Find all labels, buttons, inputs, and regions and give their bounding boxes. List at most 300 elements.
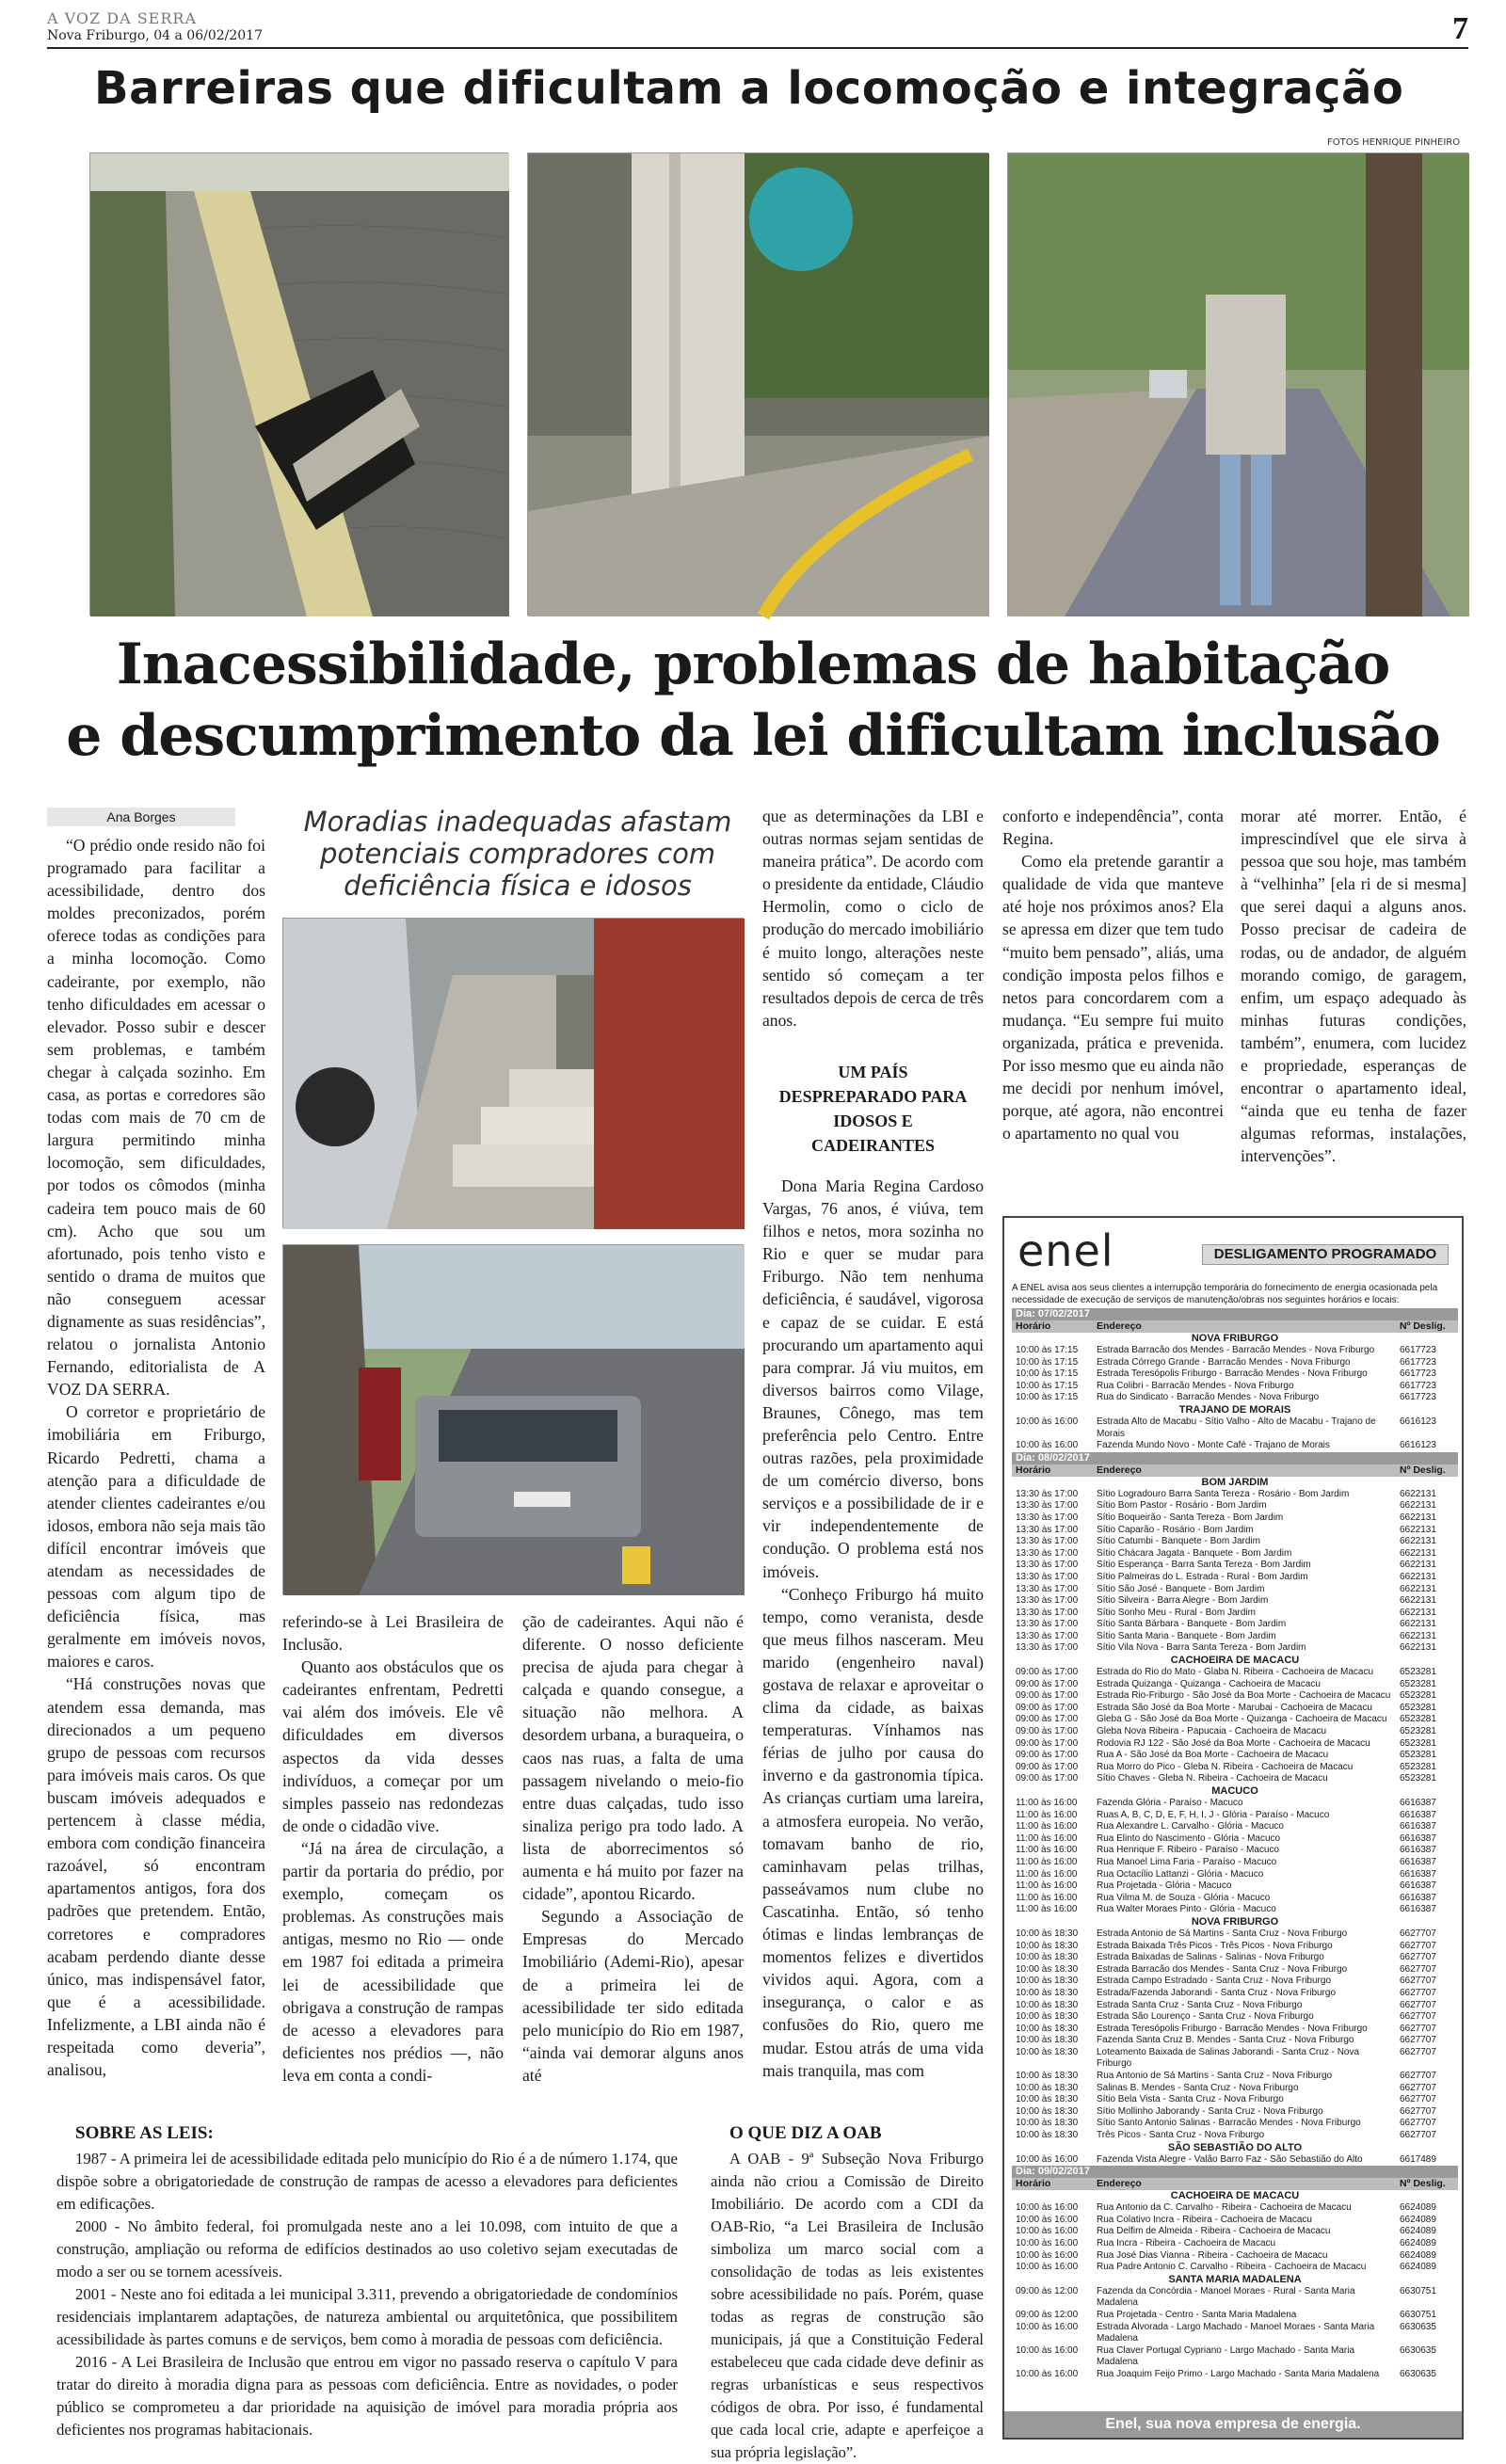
enel-address: Sítio Santa Bárbara - Banquete - Bom Jardim — [1097, 1619, 1287, 1630]
enel-time: 11:00 às 16:00 — [1016, 1856, 1078, 1867]
enel-time: 13:30 às 17:00 — [1016, 1560, 1079, 1571]
enel-time: 10:00 às 18:30 — [1016, 2094, 1079, 2105]
paragraph: “O prédio onde resido não foi programado para facilitar a acessibilidade, dentro dos moldes preconizados, porém oferece todas as condições para a minha locomoção. Como cadeirante, por exemplo, não tenho dificuldades em acessar o elevador. Posso subir e descer sem problemas, e também chegar à calçada sozinho. Em casa, as portas e corredores são todas com mais de 70 cm de largura permitindo minha locomoção, sem dificuldades, por todos os cômodos (minha cadeira tem pouco mais de 60 cm). Acho que sou um afortunado, pois tenho visto e sentido o drama de muitos que não conseguem acessar dignamente as suas residências”, relatou o jornalista Antonio Fernando, editorialista de A VOZ DA SERRA. — [47, 836, 265, 1400]
enel-address: Sítio Caparão - Rosário - Bom Jardim — [1097, 1524, 1254, 1535]
enel-row — [1012, 1440, 1458, 1452]
enel-address: Ruas A, B, C, D, E, F, H, I, J - Glória - Paraíso - Macuco — [1097, 1809, 1330, 1820]
enel-row — [1012, 1821, 1458, 1833]
enel-outage-number: 6627707 — [1400, 1999, 1436, 2010]
enel-address: Rua Antonio de Sá Martins - Santa Cruz - Nova Friburgo — [1097, 2071, 1333, 2082]
enel-time: 10:00 às 18:30 — [1016, 2082, 1079, 2093]
enel-address: Sítio Vila Nova - Barra Santa Tereza - Bom Jardim — [1097, 1642, 1306, 1654]
enel-time: 13:30 às 17:00 — [1016, 1607, 1079, 1618]
enel-outage-number: 6523281 — [1400, 1750, 1436, 1761]
enel-address: Sítio Palmeiras do L. Estrada - Rural - Bom Jardim — [1097, 1571, 1308, 1582]
enel-time: 13:30 às 17:00 — [1016, 1488, 1079, 1499]
enel-address: Estrada Teresópolis Friburgo - Barracão Mendes - Nova Friburgo — [1097, 1368, 1368, 1380]
enel-address: Estrada Teresópolis Friburgo - Barracão Mendes - Nova Friburgo — [1097, 2023, 1368, 2034]
enel-outage-number: 6616387 — [1400, 1832, 1436, 1844]
enel-column-header: Nº Deslig. — [1400, 2178, 1446, 2190]
paragraph: O corretor e proprietário de imobiliária em Friburgo, Ricardo Pedretti, chama a atenção para a dificuldade de atender clientes cadeirantes e/ou idosos, embora não seja mais tão difícil encontrar imóveis que atendam as necessidades de pessoas com algum tipo de deficiência física, mas geralmente em imóveis novos, maiores e caros. — [47, 1402, 265, 1672]
enel-row — [1012, 1964, 1458, 1976]
paragraph: morar até morrer. Então, é imprescindível que ele sirva à pessoa que sou hoje, mas também à “velhinha” [ela ri de si mesma] que serei daqui a alguns anos. Posso precisar de cadeira de rodas, ou de andador, de alguém morando comigo, de garagem, enfim, um espaço adequado às minhas futuras condições, também”, enumera, com lucidez e propriedade, esperanças de encontrar o apartamento ideal, “ainda que eu tenha de fazer algumas reformas, instalações, intervenções”. — [1241, 807, 1466, 1166]
enel-address: Gleba G - São José da Boa Morte - Quizanga - Cachoeira de Macacu — [1097, 1714, 1387, 1725]
enel-address: Rua Delfim de Almeida - Ribeira - Cachoeira de Macacu — [1097, 2226, 1331, 2237]
enel-row — [1012, 1869, 1458, 1881]
enel-address: Salinas B. Mendes - Santa Cruz - Nova Friburgo — [1097, 2082, 1299, 2093]
enel-time: 10:00 às 16:00 — [1016, 1440, 1079, 1451]
enel-region-label: NOVA FRIBURGO — [1191, 1333, 1279, 1344]
enel-outage-number: 6616387 — [1400, 1868, 1436, 1880]
main-headline — [38, 629, 1468, 772]
dateline: Nova Friburgo, 04 a 06/02/2017 — [47, 28, 263, 43]
enel-row — [1012, 2047, 1458, 2071]
byline: Ana Borges — [47, 808, 235, 826]
enel-outage-number: 6616387 — [1400, 1809, 1436, 1820]
enel-address: Rua Padre Antonio C. Carvalho - Ribeira - Cachoeira de Macacu — [1097, 2262, 1367, 2273]
enel-time: 10:00 às 18:30 — [1016, 1987, 1079, 1998]
enel-time: 09:00 às 17:00 — [1016, 1714, 1079, 1725]
enel-time: 13:30 às 17:00 — [1016, 1619, 1079, 1630]
enel-outage-number: 6622131 — [1400, 1583, 1436, 1594]
photo-credit: FOTOS HENRIQUE PINHEIRO — [1327, 137, 1461, 148]
enel-column-headers — [1012, 2178, 1458, 2190]
enel-row — [1012, 2262, 1458, 2274]
enel-address: Sítio Bom Pastor - Rosário - Bom Jardim — [1097, 1500, 1267, 1512]
enel-outage-number: 6627707 — [1400, 2105, 1436, 2117]
enel-outage-number: 6627707 — [1400, 2046, 1436, 2057]
laws-item: 2016 - A Lei Brasileira de Inclusão que entrou em vigor no passado reserva o capítulo V para tratar do direito à moradia digna para as pessoas com deficiência. Entre as novidades, o poder público se comprometeu a dar prioridade na aquisição de imóvel para moradia própria aos deficientes nos programas habitacionais. — [56, 2353, 678, 2439]
enel-address: Estrada Barracão dos Mendes - Santa Cruz - Nova Friburgo — [1097, 1963, 1348, 1975]
enel-row — [1012, 2238, 1458, 2250]
enel-time: 13:30 às 17:00 — [1016, 1536, 1079, 1547]
enel-row — [1012, 1381, 1458, 1393]
enel-address: Sítio Catumbi - Banquete - Bom Jardim — [1097, 1536, 1260, 1547]
enel-time: 10:00 às 16:00 — [1016, 2368, 1079, 2379]
enel-time: 10:00 às 18:30 — [1016, 2130, 1079, 2141]
enel-time: 11:00 às 16:00 — [1016, 1880, 1078, 1892]
enel-row — [1012, 1500, 1458, 1512]
enel-outage-number: 6622131 — [1400, 1630, 1436, 1641]
enel-outage-number: 6622131 — [1400, 1500, 1436, 1512]
enel-row — [1012, 1690, 1458, 1703]
enel-time: 11:00 às 16:00 — [1016, 1832, 1078, 1844]
enel-row — [1012, 1392, 1458, 1404]
article-column-5 — [1002, 805, 1224, 1144]
enel-row — [1012, 1525, 1458, 1537]
enel-day-label: Dia: 08/02/2017 — [1012, 1452, 1458, 1464]
enel-time: 10:00 às 18:30 — [1016, 1963, 1079, 1975]
enel-address: Rua Elinto do Nascimento - Glória - Macuco — [1097, 1832, 1281, 1844]
section-subhead: UM PAÍS DESPREPARADO PARA IDOSOS E CADEIRANTES — [778, 1062, 968, 1155]
enel-time: 11:00 às 16:00 — [1016, 1798, 1078, 1808]
enel-outage-number: 6627707 — [1400, 1940, 1436, 1951]
kicker-title: Barreiras que dificultam a locomoção e integração — [94, 62, 1404, 115]
oab-box — [711, 2123, 984, 2464]
enel-outage-number: 6523281 — [1400, 1726, 1436, 1737]
enel-outage-number: 6624089 — [1400, 2202, 1436, 2214]
enel-time: 13:30 às 17:00 — [1016, 1524, 1079, 1535]
enel-outage-number: 6616387 — [1400, 1798, 1436, 1808]
enel-row — [1012, 1667, 1458, 1679]
enel-region-label: SANTA MARIA MADALENA — [1168, 2273, 1302, 2285]
enel-outage-number: 6622131 — [1400, 1512, 1436, 1523]
laws-item: 1987 - A primeira lei de acessibilidade editada pelo município do Rio é a de número 1.174, que dispõe sobre a obrigatoriedade de construção de rampas de acesso a elevadores para deficientes em edificações. — [56, 2150, 678, 2213]
enel-region-label: CACHOEIRA DE MACACU — [1170, 2190, 1300, 2202]
enel-column-header: Nº Deslig. — [1400, 1320, 1446, 1332]
enel-outage-number: 6622131 — [1400, 1595, 1436, 1607]
enel-address: Estrada do Rio do Mato - Glaba N. Ribeira - Cachoeira de Macacu — [1097, 1667, 1374, 1678]
enel-address: Sítio Mollinho Jaborandy - Santa Cruz - Nova Friburgo — [1097, 2105, 1323, 2117]
enel-row — [1012, 1416, 1458, 1440]
enel-row — [1012, 1631, 1458, 1643]
masthead: A VOZ DA SERRA — [47, 9, 197, 27]
enel-address: Sítio Chaves - Gleba N. Ribeira - Cachoeira de Macacu — [1097, 1773, 1328, 1784]
enel-address: Rua Colibri - Barracão Mendes - Nova Friburgo — [1097, 1380, 1294, 1391]
enel-time: 10:00 às 18:30 — [1016, 2035, 1079, 2046]
enel-time: 10:00 às 16:00 — [1016, 2262, 1079, 2273]
enel-time: 09:00 às 12:00 — [1016, 2309, 1079, 2320]
enel-row — [1012, 1608, 1458, 1620]
enel-outage-number: 6617723 — [1400, 1380, 1436, 1391]
enel-row — [1012, 1368, 1458, 1381]
enel-address: Rua do Sindicato - Barracão Mendes - Nova Friburgo — [1097, 1392, 1320, 1403]
enel-time: 11:00 às 16:00 — [1016, 1892, 1078, 1903]
enel-time: 09:00 às 17:00 — [1016, 1737, 1079, 1749]
paragraph: Dona Maria Regina Cardoso Vargas, 76 anos, é viúva, tem filhos e netos, mora sozinha no Rio e quer se mudar para Friburgo. Não tem nenhuma deficiência, é saudável, vigorosa e capaz de se cuidar. E está procurando um apartamento aqui para comprar. Já viu muitos, em diversos bairros como Vilage, Braunes, Cônego, mas tem preferência pelo Centro. Entre outras razões, pela proximidade de um comércio diverso, bons serviços e a possibilidade de ir e vir independentemente de condução. O problema está nos imóveis. — [762, 1176, 984, 1581]
paragraph: ção de cadeirantes. Aqui não é diferente. O nosso deficiente precisa de ajuda para chegar à calçada e quando consegue, a situação não melhora. A desordem urbana, a buraqueira, o caos nas ruas, a falta de uma passagem nivelando o meio-fio entre duas calçadas, tudo isso sinaliza perigo pra todo lado. A lista de aborrecimentos só aumenta e há muito por fazer na cidade”, apontou Ricardo. — [522, 1612, 744, 1904]
enel-outage-number: 6616387 — [1400, 1892, 1436, 1903]
enel-column-header: Endereço — [1097, 1320, 1142, 1332]
enel-table — [1012, 1308, 1458, 2381]
paragraph: “Há construções novas que atendem essa demanda, mas direcionados a um pequeno grupo de pessoas com recursos para imóveis mais caros. Os que buscam imóveis adequados e pertencem à classe média, embora com condição financeira razoável, só encontram apartamentos antigos, fora dos padrões que pretendem. Então, corretores e compradores acabam perdendo diante desse único, mas indispensável fator, que é a acessibilidade. Infelizmente, a LBI ainda não é respeitada como deveria”, analisou, — [47, 1674, 265, 2080]
enel-outage-number: 6627707 — [1400, 1963, 1436, 1975]
enel-time: 10:00 às 16:00 — [1016, 2153, 1079, 2165]
enel-time: 10:00 às 18:30 — [1016, 1976, 1079, 1987]
paragraph: que as determinações da LBI e outras normas sejam sentidas de maneira prática”. De acordo com o presidente da entidade, Cláudio Hermolin, como o ciclo de produção do mercado imobiliário é muito longo, alterações neste sentido só começam a ter resultados depois de cerca de três anos. — [762, 807, 984, 1030]
enel-address: Estrada Baixada Três Picos - Três Picos - Nova Friburgo — [1097, 1940, 1333, 1951]
enel-time: 10:00 às 16:00 — [1016, 2249, 1079, 2261]
enel-address: Fazenda Mundo Novo - Monte Café - Trajano de Morais — [1097, 1440, 1330, 1451]
enel-row — [1012, 1489, 1458, 1501]
paragraph: Segundo a Associação de Empresas do Mercado Imobiliário (Ademi-Rio), apesar de a primeira lei de acessibilidade ter sido editada pelo município do Rio em 1987, “ainda vai demorar alguns anos até — [522, 1907, 744, 2085]
enel-time: 09:00 às 17:00 — [1016, 1690, 1079, 1702]
enel-row — [1012, 2000, 1458, 2012]
enel-row — [1012, 1357, 1458, 1369]
enel-row — [1012, 1845, 1458, 1857]
paragraph: “Conheço Friburgo há muito tempo, como veranista, desde que meus filhos nasceram. Meu marido (engenheiro naval) gostava de relaxar e aproveitar o clima da cidade, as baixas temperaturas. Vínhamos nas férias de julho por causa do inverno e da gastronomia típica. As crianças curtiam uma lareira, a atmosfera europeia. No verão, tomavam banho de rio, caminhavam pelas trilhas, passeávamos num clube no Cascatinha. Então, só tenho ótimas e lindas lembranças de momentos felizes e divertidos vividos aqui. Agora, com a insegurança, o calor e as confusões do Rio, quero me mudar. Estou atrás de uma vida mais tranquila, mas com — [762, 1584, 984, 2080]
enel-time: 09:00 às 12:00 — [1016, 2285, 1079, 2296]
enel-address: Sítio Logradouro Barra Santa Tereza - Rosário - Bom Jardim — [1097, 1488, 1350, 1499]
enel-time: 09:00 às 17:00 — [1016, 1678, 1079, 1689]
photo-stairs-on-sidewalk — [282, 918, 744, 1228]
enel-address: Rua Antonio da C. Carvalho - Ribeira - Cachoeira de Macacu — [1097, 2202, 1352, 2214]
enel-time: 11:00 às 16:00 — [1016, 1868, 1078, 1880]
enel-time: 10:00 às 18:30 — [1016, 2011, 1079, 2023]
enel-outage-number: 6622131 — [1400, 1547, 1436, 1559]
enel-outage-number: 6627707 — [1400, 2035, 1436, 2046]
enel-row — [1012, 2130, 1458, 2142]
enel-outage-number: 6627707 — [1400, 1987, 1436, 1998]
article-column-2 — [282, 1610, 504, 2087]
pull-quote: Moradias inadequadas afastam potenciais compradores com deficiência física e idosos — [303, 806, 732, 902]
enel-address: Fazenda Glória - Paraíso - Macuco — [1097, 1798, 1243, 1808]
enel-address: Sítio Chácara Jagata - Banquete - Bom Jardim — [1097, 1547, 1292, 1559]
enel-outage-number: 6630635 — [1400, 2344, 1436, 2356]
enel-region-label: CACHOEIRA DE MACACU — [1170, 1655, 1300, 1667]
enel-time: 09:00 às 17:00 — [1016, 1726, 1079, 1737]
enel-region-label: BOM JARDIM — [1201, 1476, 1269, 1488]
enel-outage-number: 6627707 — [1400, 1952, 1436, 1963]
enel-row — [1012, 1762, 1458, 1774]
enel-outage-number: 6616387 — [1400, 1845, 1436, 1856]
enel-time: 10:00 às 17:15 — [1016, 1368, 1079, 1380]
enel-outage-number: 6624089 — [1400, 2262, 1436, 2273]
enel-row — [1012, 1560, 1458, 1572]
paragraph: “Já na área de circulação, a partir da portaria do prédio, por exemplo, começam os problemas. As construções mais antigas, mesmo no Rio — onde em 1987 foi editada a primeira lei de acessibilidade que obrigava a construção de rampas de acesso a elevadores para deficientes nos prédios —, não leva em conta a condi- — [282, 1838, 504, 2085]
enel-address: Rua Claver Portugal Cypriano - Largo Machado - Santa Maria Madalena — [1097, 2344, 1355, 2368]
enel-row — [1012, 2106, 1458, 2119]
enel-address: Rua Colativo Incra - Ribeira - Cachoeira de Macacu — [1097, 2214, 1312, 2225]
enel-outage-number: 6627707 — [1400, 2118, 1436, 2129]
enel-row — [1012, 1810, 1458, 1822]
headline-line-2: e descumprimento da lei dificultam inclusão — [66, 703, 1440, 769]
enel-time: 13:30 às 17:00 — [1016, 1500, 1079, 1512]
enel-address: Estrada Baixadas de Salinas - Salinas - Nova Friburgo — [1097, 1952, 1324, 1963]
enel-outage-number: 6622131 — [1400, 1642, 1436, 1654]
enel-address: Gleba Nova Ribeira - Papucaia - Cachoeira de Macacu — [1097, 1726, 1327, 1737]
enel-address: Sítio Boqueirão - Santa Tereza - Bom Jardim — [1097, 1512, 1284, 1523]
enel-time: 13:30 às 17:00 — [1016, 1571, 1079, 1582]
enel-row — [1012, 1798, 1458, 1810]
photo-broken-drain — [89, 152, 508, 616]
enel-row — [1012, 1642, 1458, 1655]
enel-time: 13:30 às 17:00 — [1016, 1547, 1079, 1559]
enel-footer: Enel, sua nova empresa de energia. — [1004, 2411, 1462, 2438]
enel-column-headers — [1012, 1320, 1458, 1333]
enel-outage-number: 6630635 — [1400, 2321, 1436, 2332]
enel-time: 10:00 às 18:30 — [1016, 2046, 1079, 2057]
enel-outage-number: 6624089 — [1400, 2249, 1436, 2261]
enel-row — [1012, 1536, 1458, 1548]
enel-address: Rua Alexandre L. Carvalho - Glória - Macuco — [1097, 1821, 1284, 1832]
enel-address: Fazenda Vista Alegre - Valão Barro Faz - São Sebastião do Alto — [1097, 2153, 1363, 2165]
enel-address: Estrada Santa Cruz - Santa Cruz - Nova Friburgo — [1097, 1999, 1303, 2010]
enel-time: 10:00 às 16:00 — [1016, 2344, 1079, 2356]
enel-address: Estrada Alvorada - Largo Machado - Manoel Moraes - Santa Maria Madalena — [1097, 2321, 1375, 2344]
enel-address: Rua Projetada - Glória - Macuco — [1097, 1880, 1232, 1892]
enel-time: 09:00 às 17:00 — [1016, 1750, 1079, 1761]
paragraph: Quanto aos obstáculos que os cadeirantes enfrentam, Pedretti vai além dos imóveis. Ele vê dificuldades em diversos aspectos da vida desses indivíduos, a começar por um simples passeio nas redondezas de onde o cidadão vive. — [282, 1657, 504, 1835]
enel-region-label: NOVA FRIBURGO — [1191, 1915, 1279, 1928]
enel-address: Rua A - São José da Boa Morte - Cachoeira de Macacu — [1097, 1750, 1329, 1761]
enel-outage-number: 6627707 — [1400, 1928, 1436, 1939]
enel-address: Sítio Santa Maria - Banquete - Bom Jardim — [1097, 1630, 1276, 1641]
enel-row — [1012, 1857, 1458, 1869]
enel-outage-number: 6627707 — [1400, 1976, 1436, 1987]
enel-outage-number: 6630635 — [1400, 2368, 1436, 2379]
enel-time: 10:00 às 16:00 — [1016, 2226, 1079, 2237]
enel-outage-number: 6622131 — [1400, 1607, 1436, 1618]
enel-address: Rua Vilma M. de Souza - Glória - Macuco — [1097, 1892, 1271, 1903]
photo-car-on-sidewalk — [282, 1244, 744, 1594]
enel-row — [1012, 1976, 1458, 1988]
enel-time: 10:00 às 17:15 — [1016, 1380, 1079, 1391]
oab-text: A OAB - 9ª Subseção Nova Friburgo ainda não criou a Comissão de Direito Imobiliário. De acordo com a CDI da OAB-Rio, “a Lei Brasileira de Inclusão simboliza um marco social com a consolidação de todas as leis existentes sobre acessibilidade no país. Porém, quase todas as regras de construção são municipais, já que a Constituição Federal estabeleceu que cada cidade deve definir as regras urbanísticas e seus respectivos códigos de obra. Por isso, é fundamental que cada local crie, adapte e aperfeiçoe a sua própria legislação”. — [711, 2150, 984, 2461]
enel-address: Rua Octacílio Lattanzi - Glória - Macuco — [1097, 1868, 1264, 1880]
enel-row — [1012, 1750, 1458, 1762]
enel-address: Loteamento Baixada de Salinas Jaborandi - Santa Cruz - Nova Friburgo — [1097, 2046, 1360, 2070]
enel-address: Estrada Campo Estradado - Santa Cruz - Nova Friburgo — [1097, 1976, 1331, 1987]
enel-row — [1012, 2215, 1458, 2227]
enel-outage-number: 6523281 — [1400, 1737, 1436, 1749]
enel-row — [1012, 1512, 1458, 1525]
enel-outage-number: 6627707 — [1400, 2023, 1436, 2034]
enel-outage-number: 6523281 — [1400, 1667, 1436, 1678]
enel-outage-number: 6624089 — [1400, 2226, 1436, 2237]
enel-row — [1012, 2202, 1458, 2215]
enel-row — [1012, 2345, 1458, 2369]
article-column-6 — [1241, 805, 1466, 1168]
enel-column-header: Horário — [1016, 2178, 1051, 2190]
enel-outage-number: 6523281 — [1400, 1702, 1436, 1713]
enel-address: Estrada Antonio de Sá Martins - Santa Cruz - Nova Friburgo — [1097, 1928, 1348, 1939]
enel-time: 10:00 às 18:30 — [1016, 1952, 1079, 1963]
enel-time: 10:00 às 18:30 — [1016, 1940, 1079, 1951]
enel-outage-number: 6617723 — [1400, 1392, 1436, 1403]
enel-row — [1012, 1619, 1458, 1631]
enel-row — [1012, 1773, 1458, 1785]
enel-row — [1012, 2083, 1458, 2095]
enel-address: Estrada Córrego Grande - Barracão Mendes - Nova Friburgo — [1097, 1356, 1351, 1368]
headline-line-1: Inacessibilidade, problemas de habitação — [116, 632, 1390, 697]
enel-time: 09:00 às 17:00 — [1016, 1773, 1079, 1784]
enel-region-label: SÃO SEBASTIÃO DO ALTO — [1167, 2141, 1303, 2153]
paragraph: referindo-se à Lei Brasileira de Inclusão. — [282, 1612, 504, 1655]
enel-address: Rua Incra - Ribeira - Cachoeira de Macacu — [1097, 2238, 1276, 2248]
laws-box — [56, 2123, 678, 2441]
enel-time: 11:00 às 16:00 — [1016, 1904, 1078, 1915]
enel-time: 10:00 às 16:00 — [1016, 1416, 1079, 1427]
enel-outage-number: 6630751 — [1400, 2285, 1436, 2296]
enel-address: Fazenda Santa Cruz B. Mendes - Santa Cruz - Nova Friburgo — [1097, 2035, 1354, 2046]
enel-outage-number: 6523281 — [1400, 1678, 1436, 1689]
enel-row — [1012, 1595, 1458, 1608]
article-column-3 — [522, 1610, 744, 2087]
enel-row — [1012, 2024, 1458, 2036]
enel-schedule — [1012, 1282, 1458, 2381]
enel-outage-number: 6523281 — [1400, 1714, 1436, 1725]
enel-time: 09:00 às 17:00 — [1016, 1702, 1079, 1713]
enel-address: Rua Manoel Lima Faria - Paraíso - Macuco — [1097, 1856, 1277, 1867]
laws-item: 2000 - No âmbito federal, foi promulgada neste ano a lei 10.098, com intuito de que a construção, ampliação ou reforma de edifícios destinados ao uso coletivo sejam executadas de modo a ser ou se tornem acessíveis. — [56, 2217, 678, 2280]
enel-row — [1012, 1726, 1458, 1738]
enel-outage-number: 6617489 — [1400, 2153, 1436, 2165]
enel-column-header: Horário — [1016, 1464, 1051, 1476]
paragraph: conforto e independência”, conta Regina. — [1002, 807, 1224, 849]
enel-logo: enel — [1017, 1225, 1114, 1276]
enel-outage-number: 6627707 — [1400, 2071, 1436, 2082]
enel-row — [1012, 1584, 1458, 1596]
enel-address: Sítio São José - Banquete - Bom Jardim — [1097, 1583, 1265, 1594]
enel-outage-number: 6622131 — [1400, 1524, 1436, 1535]
enel-outage-number: 6616387 — [1400, 1856, 1436, 1867]
enel-row — [1012, 2011, 1458, 2024]
enel-row — [1012, 2286, 1458, 2310]
paragraph: Como ela pretende garantir a qualidade de vida que manteve até hoje nos próximos anos? Ela se apressa em dizer que tem tudo “muito bem pensado”, aliás, uma condição imposta pelos filhos e netos para concordarem com a mudança. “Eu sempre fui muito organizada, prática e prevenida. Por isso mesmo que eu ainda não me decidi por nenhum imóvel, porque, até agora, não encontrei o apartamento no qual vou — [1002, 852, 1224, 1144]
enel-outage-number: 6622131 — [1400, 1488, 1436, 1499]
enel-outage-number: 6616387 — [1400, 1821, 1436, 1832]
laws-box-title: SOBRE AS LEIS: — [75, 2123, 214, 2143]
enel-outage-number: 6622131 — [1400, 1619, 1436, 1630]
enel-address: Estrada Rio-Friburgo - São José da Boa Morte - Cachoeira de Macacu — [1097, 1690, 1391, 1702]
enel-row — [1012, 1679, 1458, 1691]
enel-time: 10:00 às 17:15 — [1016, 1392, 1079, 1403]
enel-intro-text: A ENEL avisa aos seus clientes a interrupção temporária do fornecimento de energia ocasionada pela necessidade de execução de serviços de manutenção/obras nos seguintes horários e locais: — [1012, 1283, 1438, 1305]
enel-time: 10:00 às 16:00 — [1016, 2202, 1079, 2214]
enel-column-headers — [1012, 1464, 1458, 1477]
enel-address: Rua José Dias Vianna - Ribeira - Cachoeira de Macacu — [1097, 2249, 1328, 2261]
enel-badge: DESLIGAMENTO PROGRAMADO — [1202, 1244, 1449, 1265]
enel-outage-number: 6617723 — [1400, 1356, 1436, 1368]
enel-outage-number: 6627707 — [1400, 2011, 1436, 2023]
enel-row — [1012, 2154, 1458, 2167]
enel-row — [1012, 2094, 1458, 2106]
enel-outage-number: 6616387 — [1400, 1904, 1436, 1915]
enel-address: Sítio Sonho Meu - Rural - Bom Jardim — [1097, 1607, 1256, 1618]
enel-address: Rua Walter Moraes Pinto - Glória - Macuco — [1097, 1904, 1276, 1915]
enel-address: Estrada São Lourenço - Santa Cruz - Nova Friburgo — [1097, 2011, 1314, 2023]
enel-address: Sítio Esperança - Barra Santa Tereza - Bom Jardim — [1097, 1560, 1311, 1571]
enel-time: 10:00 às 17:15 — [1016, 1345, 1079, 1355]
enel-day-label: Dia: 09/02/2017 — [1012, 2166, 1458, 2178]
enel-row — [1012, 2226, 1458, 2238]
enel-address: Fazenda da Concórdia - Manoel Moraes - Rural - Santa Maria Madalena — [1097, 2285, 1355, 2309]
enel-outage-number: 6627707 — [1400, 2094, 1436, 2105]
photo-pole-on-sidewalk — [527, 152, 988, 616]
enel-address: Estrada Alto de Macabu - Sítio Valho - Alto de Macabu - Trajano de Morais — [1097, 1416, 1376, 1439]
enel-row — [1012, 2369, 1458, 2381]
enel-address: Estrada/Fazenda Jaborandi - Santa Cruz - Nova Friburgo — [1097, 1987, 1337, 1998]
enel-region-label: TRAJANO DE MORAIS — [1178, 1403, 1291, 1416]
enel-time: 10:00 às 18:30 — [1016, 1999, 1079, 2010]
enel-row — [1012, 1893, 1458, 1905]
enel-time: 11:00 às 16:00 — [1016, 1821, 1078, 1832]
enel-time: 10:00 às 18:30 — [1016, 2105, 1079, 2117]
enel-outage-notice — [1002, 1216, 1464, 2440]
enel-column-header: Horário — [1016, 1320, 1051, 1332]
enel-row — [1012, 1928, 1458, 1941]
enel-outage-number: 6627707 — [1400, 2082, 1436, 2093]
enel-row — [1012, 1904, 1458, 1916]
enel-address: Estrada Barracão dos Mendes - Barracão Mendes - Nova Friburgo — [1097, 1345, 1375, 1355]
enel-row — [1012, 1572, 1458, 1584]
enel-outage-number: 6622131 — [1400, 1571, 1436, 1582]
enel-time: 10:00 às 18:30 — [1016, 1928, 1079, 1939]
enel-time: 13:30 às 17:00 — [1016, 1630, 1079, 1641]
enel-time: 10:00 às 16:00 — [1016, 2321, 1079, 2332]
enel-column-header: Nº Deslig. — [1400, 1464, 1446, 1476]
enel-row — [1012, 2118, 1458, 2130]
enel-time: 13:30 às 17:00 — [1016, 1642, 1079, 1654]
laws-item: 2001 - Neste ano foi editada a lei municipal 3.311, prevendo a obrigatoriedade de condomínios residenciais implantarem adaptações, de natureza ambiental ou arquitetônica, que possibilitem acessibilidade às partes comuns e de serviços, bem como à moradia de pessoas com deficiência. — [56, 2285, 678, 2348]
enel-time: 13:30 às 17:00 — [1016, 1583, 1079, 1594]
enel-outage-number: 6617723 — [1400, 1345, 1436, 1355]
enel-address: Estrada São José da Boa Morte - Marubai - Cachoeira de Macacu — [1097, 1702, 1372, 1713]
enel-outage-number: 6616123 — [1400, 1440, 1436, 1451]
oab-box-title: O QUE DIZ A OAB — [729, 2123, 882, 2143]
page-number: 7 — [1452, 11, 1468, 46]
